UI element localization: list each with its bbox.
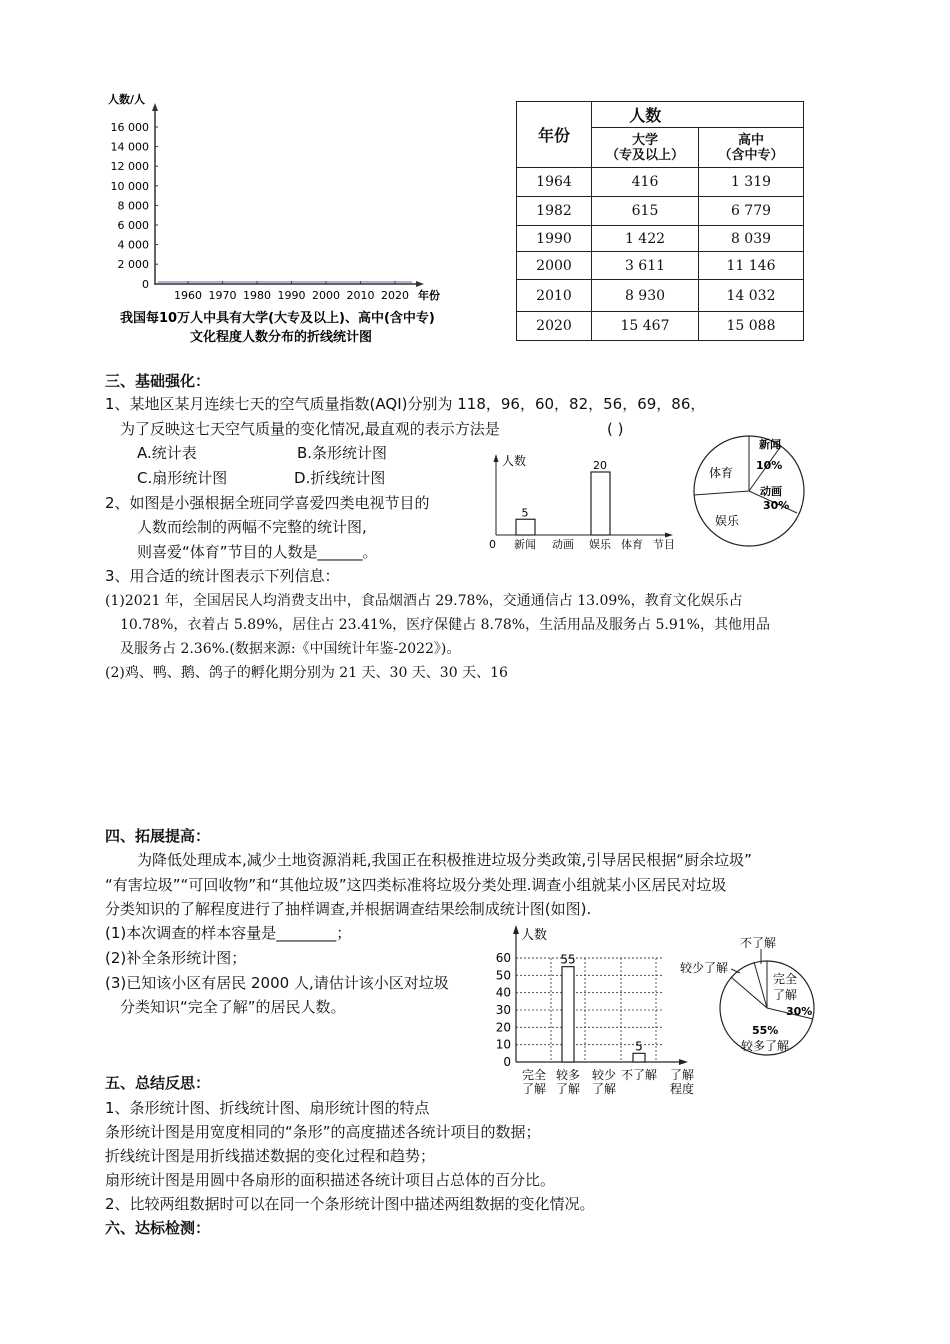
- q3-part1-line3: 及服务占 2.36%.(数据来源:《中国统计年鉴-2022》)。: [120, 641, 461, 657]
- table-univ-header: [592, 128, 699, 168]
- tv-bar-origin: 0: [489, 538, 496, 551]
- section4-q2: (2)补全条形统计图；: [105, 949, 247, 967]
- section6-title: 六、达标检测：: [105, 1219, 211, 1237]
- line-chart-ytick: 16 000: [110, 121, 149, 134]
- table-row: [517, 226, 804, 252]
- table-group-header: 人数: [592, 102, 699, 128]
- waste-bar-ytick: 10: [495, 1037, 511, 1052]
- table-cell-univ: 615: [592, 197, 699, 226]
- waste-bar: [633, 1053, 645, 1062]
- line-chart-xtick: 1980: [243, 289, 271, 302]
- line-chart-caption-1: 我国每10万人中具有大学(大专及以上)、高中(含中专): [120, 311, 435, 326]
- waste-pie-label-none: 不了解: [740, 936, 777, 950]
- q1-option-d: D.折线统计图: [294, 469, 386, 487]
- table-cell-year: 2000: [517, 252, 592, 280]
- table-cell-high: 1 319: [699, 168, 804, 197]
- tv-bar-chart: [485, 450, 685, 555]
- waste-bar-ytick: 50: [495, 968, 511, 983]
- tv-pie-label-anime-pct: 30%: [763, 499, 790, 512]
- table-cell-univ: 416: [592, 168, 699, 197]
- q2-line1: 2、如图是小强根据全班同学喜爱四类电视节目的: [105, 494, 430, 512]
- tv-bar-category-label: 体育: [621, 538, 643, 551]
- table-row: [517, 168, 804, 197]
- waste-bar-ytick: 30: [495, 1003, 511, 1017]
- line-chart-xtick: 2020: [381, 289, 409, 302]
- waste-pie-label-full-1: 完全: [773, 972, 798, 986]
- table-high-header-1: 高中: [737, 132, 764, 148]
- waste-pie-label-little: 较少了解: [680, 961, 729, 975]
- waste-bar-value-label: 5: [635, 1039, 643, 1054]
- line-chart-xtick: 2010: [346, 289, 375, 302]
- line-chart-ytick: 0: [142, 277, 149, 291]
- section4-para-3: 分类知识的了解程度进行了抽样调查,并根据调查结果绘制成统计图(如图).: [105, 900, 592, 918]
- section5-title: 五、总结反思：: [105, 1074, 211, 1092]
- line-chart-xtick: 1960: [174, 289, 202, 302]
- waste-bar-xlabel-1: 了解: [670, 1068, 695, 1082]
- waste-pie-chart: [676, 933, 836, 1063]
- line-chart-ytick: 12 000: [110, 160, 149, 174]
- waste-pie-divider: [754, 962, 767, 1008]
- waste-bar-category-label: 了解: [591, 1082, 617, 1096]
- table-cell-high: 14 032: [699, 280, 804, 312]
- line-chart-ytick: 14 000: [110, 140, 149, 154]
- waste-bar-ytick: 0: [503, 1055, 511, 1069]
- table-cell-year: 1990: [517, 226, 592, 252]
- tv-bar-value-label: 20: [593, 459, 607, 472]
- waste-bar-ylabel: 人数: [521, 928, 548, 943]
- q2-line2: 人数而绘制的两幅不完整的统计图,: [137, 518, 367, 536]
- section4-q1: (1)本次调查的样本容量是________；: [105, 924, 352, 942]
- line-chart-ytick: 8 000: [117, 199, 149, 213]
- line-chart-ytick: 4 000: [117, 238, 149, 252]
- waste-bar-ytick: 20: [495, 1020, 511, 1035]
- tv-pie-label-ent: 娱乐: [715, 514, 740, 528]
- q1-line2: 为了反映这七天空气质量的变化情况,最直观的表示方法是: [120, 420, 500, 438]
- waste-bar-category-label: 较多: [555, 1068, 581, 1082]
- q1-option-c: C.扇形统计图: [137, 469, 228, 487]
- waste-pie-label-more-pct: 55%: [752, 1024, 779, 1037]
- waste-pie-label-more: 较多了解: [741, 1039, 790, 1053]
- waste-bar-ytick: 40: [495, 985, 511, 1000]
- table-cell-year: 1982: [517, 197, 592, 226]
- table-cell-year: 2010: [517, 280, 592, 312]
- table-univ-header-1: 大学: [631, 132, 658, 148]
- waste-pie-divider: [731, 977, 767, 1008]
- table-cell-univ: 8 930: [592, 280, 699, 312]
- section5-line2: 条形统计图是用宽度相同的“条形”的高度描述各统计项目的数据；: [105, 1123, 541, 1141]
- section5-line5: 2、比较两组数据时可以在同一个条形统计图中描述两组数据的变化情况。: [105, 1195, 595, 1213]
- table-cell-high: 6 779: [699, 197, 804, 226]
- tv-bar-value-label: 5: [521, 506, 529, 520]
- q1-line1: 1、某地区某月连续七天的空气质量指数(AQI)分别为 118，96，60，82，56，69，86，: [105, 395, 706, 413]
- waste-bar-category-label: 完全: [521, 1068, 547, 1082]
- waste-bar-value-label: 55: [560, 952, 576, 967]
- tv-pie-label-anime: 动画: [760, 485, 782, 498]
- waste-bar: [562, 967, 574, 1062]
- line-chart-xtick: 2000: [312, 289, 340, 302]
- table-cell-univ: 15 467: [592, 312, 699, 341]
- table-cell-year: 1964: [517, 168, 592, 197]
- waste-pie-label-full-2: 了解: [773, 988, 798, 1002]
- section4-para-1: 为降低处理成本,减少土地资源消耗,我国正在积极推进垃圾分类政策,引导居民根据“厨余垃圾”: [137, 851, 752, 869]
- line-chart-ytick: 6 000: [117, 219, 149, 232]
- waste-bar-ytick: 60: [495, 951, 511, 965]
- q3-part1-line1: (1)2021 年，全国居民人均消费支出中，食品烟酒占 29.78%，交通通信占 13.09%，教育文化娱乐占: [105, 593, 743, 609]
- table-row: [517, 280, 804, 312]
- section5-line4: 扇形统计图是用圆中各扇形的面积描述各统计项目占总体的百分比。: [105, 1171, 556, 1189]
- q1-answer-paren: ( ): [607, 420, 624, 438]
- section5-line3: 折线统计图是用折线描述数据的变化过程和趋势；: [105, 1147, 436, 1165]
- data-table: [516, 101, 804, 341]
- waste-bar-xlabel-2: 程度: [670, 1082, 695, 1096]
- line-chart-ylabel: 人数/人: [108, 93, 146, 106]
- line-chart-xlabel: 年份: [418, 289, 440, 302]
- q3-part1-line2: 10.78%，衣着占 5.89%，居住占 23.41%，医疗保健占 8.78%，生活用品及服务占 5.91%，其他用品: [120, 617, 770, 633]
- section4-q3-line1: (3)已知该小区有居民 2000 人,请估计该小区对垃圾: [105, 974, 449, 992]
- section4-q3-line2: 分类知识“完全了解”的居民人数。: [120, 998, 346, 1016]
- waste-bar-category-label: 了解: [521, 1082, 547, 1096]
- tv-pie-divider: [694, 491, 749, 495]
- waste-bar-category-label: 较少: [591, 1068, 617, 1082]
- table-year-header: 年份: [517, 102, 592, 168]
- tv-pie-label-news: 新闻: [759, 438, 781, 451]
- line-chart-ytick: 10 000: [110, 179, 149, 193]
- q1-option-a: A.统计表: [137, 444, 197, 462]
- tv-bar-xlabel: 节目: [653, 538, 675, 551]
- tv-bar-category-label: 娱乐: [589, 538, 611, 551]
- table-high-header-2: （含中专）: [718, 147, 784, 163]
- tv-pie-chart: [685, 433, 815, 553]
- table-cell-univ: 3 611: [592, 252, 699, 280]
- line-chart-ytick: 2 000: [117, 258, 149, 272]
- table-cell-high: 8 039: [699, 226, 804, 252]
- q3-line1: 3、用合适的统计图表示下列信息：: [105, 567, 340, 585]
- tv-pie-label-news-pct: 10%: [756, 459, 783, 472]
- q2-line3: 则喜爱“体育”节目的人数是______。: [137, 543, 378, 561]
- tv-bar: [516, 519, 535, 535]
- line-chart-caption-2: 文化程度人数分布的折线统计图: [190, 330, 373, 345]
- table-cell-high: 15 088: [699, 312, 804, 341]
- table-cell-univ: 1 422: [592, 226, 699, 252]
- section4-para-2: “有害垃圾”“可回收物”和“其他垃圾”这四类标准将垃圾分类处理.调查小组就某小区居民对垃圾: [105, 876, 727, 894]
- q1-option-b: B.条形统计图: [297, 444, 388, 462]
- line-chart-xtick: 1990: [277, 289, 306, 302]
- line-chart: [100, 85, 500, 350]
- tv-pie-label-sports: 体育: [709, 466, 734, 480]
- q3-part2-line1: (2)鸡、鸭、鹅、鸽子的孵化期分别为 21 天、30 天、30 天、16: [105, 665, 508, 681]
- tv-bar: [591, 472, 610, 535]
- table-row: [517, 197, 804, 226]
- table-univ-header-2: （专及以上）: [605, 147, 684, 163]
- table-row: [517, 252, 804, 280]
- section5-line1: 1、条形统计图、折线统计图、扇形统计图的特点: [105, 1099, 430, 1117]
- table-cell-high: 11 146: [699, 252, 804, 280]
- line-chart-xtick: 1970: [208, 289, 237, 302]
- tv-bar-category-label: 动画: [552, 538, 574, 551]
- table-row: [517, 312, 804, 341]
- waste-bar-category-label: 了解: [555, 1082, 581, 1096]
- waste-bar-category-label: 不了解: [620, 1068, 658, 1082]
- section3-title: 三、基础强化：: [105, 372, 211, 390]
- section4-title: 四、拓展提高：: [105, 827, 211, 845]
- table-cell-year: 2020: [517, 312, 592, 341]
- tv-bar-category-label: 新闻: [514, 538, 536, 551]
- table-high-header: [699, 128, 804, 168]
- waste-pie-label-full-pct: 30%: [786, 1005, 813, 1018]
- tv-bar-ylabel: 人数: [502, 454, 527, 468]
